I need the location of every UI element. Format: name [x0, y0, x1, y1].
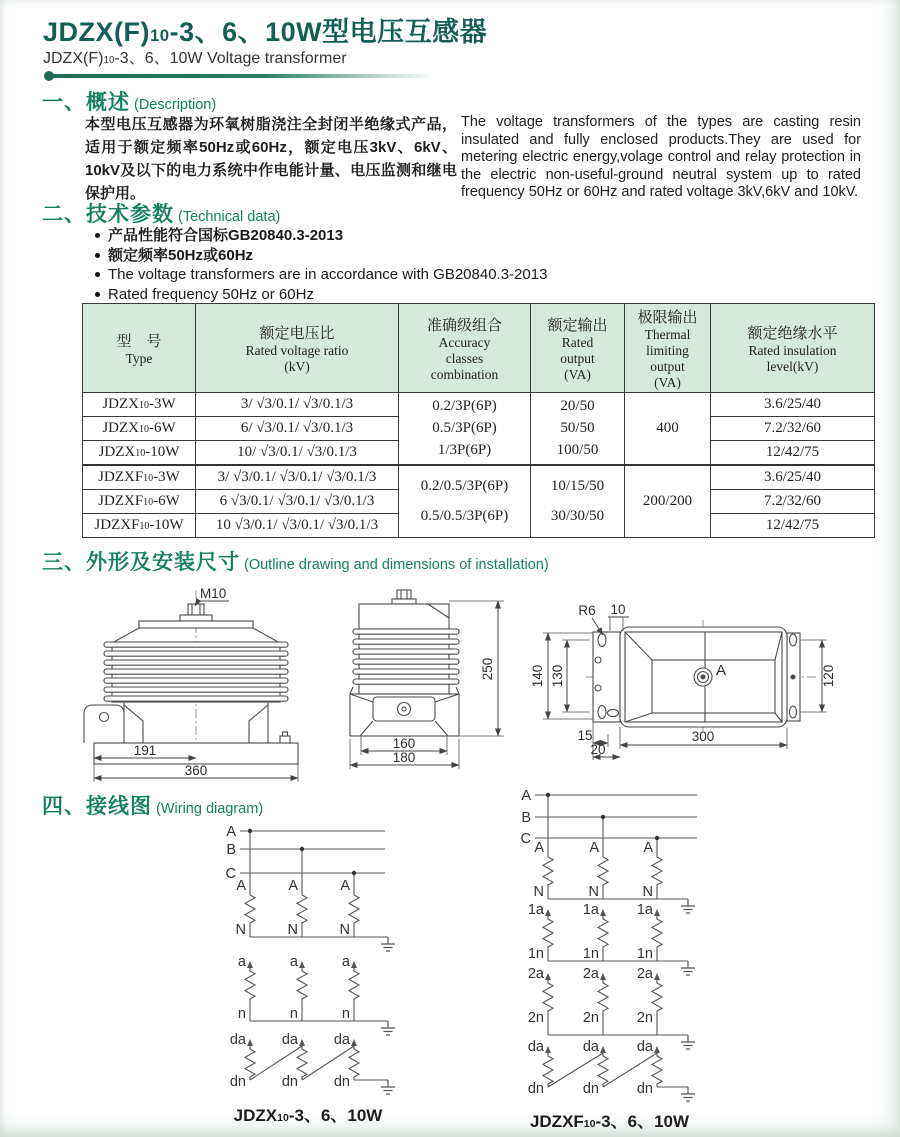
view-label-a: A	[716, 662, 727, 679]
page-title: JDZX(F)10-3、6、10W型电压互感器	[43, 17, 488, 47]
dim-label-130: 130	[550, 664, 565, 688]
winding-label: a	[289, 954, 298, 970]
bullet-item: 产品性能符合国标GB20840.3-2013	[95, 226, 695, 246]
type-cell: JDZXF10-10W	[83, 514, 196, 538]
winding-label: N	[533, 884, 544, 900]
winding-label: dn	[281, 1074, 298, 1090]
dim-label-140: 140	[530, 664, 545, 688]
winding-label: n	[237, 1006, 246, 1022]
winding-label: n	[341, 1006, 350, 1022]
bus-label: B	[226, 842, 236, 858]
dim-label-300: 300	[691, 729, 715, 744]
winding-label: 1n	[527, 946, 544, 962]
section-technical-heading: 二、技术参数 (Technical data)	[42, 203, 281, 226]
ratio-cell: 3/ √3/0.1/ √3/0.1/3	[196, 393, 399, 417]
insulation-cell: 3.6/25/40	[711, 465, 875, 490]
dim-label-10: 10	[610, 602, 626, 617]
type-cell: JDZXF10-6W	[83, 490, 196, 514]
dim-label-360: 360	[184, 763, 208, 778]
table-row	[83, 465, 875, 490]
winding-label: N	[588, 884, 599, 900]
spec-table	[82, 303, 875, 538]
winding-label: 1n	[636, 946, 653, 962]
winding-label: N	[642, 884, 653, 900]
technical-bullets	[95, 226, 695, 304]
rated-output-cell-group2: 10/15/50 30/30/50	[531, 465, 625, 538]
col-header-insulation: 额定绝缘水平 Rated insulation level(kV)	[711, 304, 875, 393]
thermal-cell-group1: 400	[625, 393, 711, 466]
dim-label-250: 250	[480, 657, 495, 681]
winding-label: da	[333, 1032, 350, 1048]
winding-label: a	[237, 954, 246, 970]
winding-label: A	[340, 878, 350, 894]
table-header-row	[83, 304, 875, 393]
wiring-diagram-jdzx	[222, 818, 482, 1102]
dim-label-20: 20	[590, 742, 606, 757]
type-cell: JDZX10-6W	[83, 417, 196, 441]
winding-label: da	[582, 1039, 599, 1055]
wiring-caption-jdzx: JDZX10-3、6、10W	[233, 1106, 383, 1125]
bus-label: A	[226, 824, 236, 840]
bus-label: C	[520, 831, 531, 847]
winding-label: N	[339, 922, 350, 938]
winding-label: dn	[333, 1074, 350, 1090]
bullet-item: Rated frequency 50Hz or 60Hz	[95, 285, 695, 305]
insulation-cell: 7.2/32/60	[711, 417, 875, 441]
accuracy-cell-group2: 0.2/0.5/3P(6P) 0.5/0.5/3P(6P)	[399, 465, 531, 538]
winding-label: A	[534, 840, 544, 856]
winding-label: 2a	[636, 966, 653, 982]
winding-label: 2n	[636, 1010, 653, 1026]
col-header-thermal: 极限输出 Thermal limiting output (VA)	[625, 304, 711, 393]
table-row	[83, 393, 875, 417]
winding-label: da	[281, 1032, 298, 1048]
dim-label-191: 191	[133, 743, 157, 758]
dim-label-15: 15	[577, 728, 593, 743]
bullet-item: 额定频率50Hz或60Hz	[95, 246, 695, 266]
winding-label: da	[636, 1039, 653, 1055]
winding-label: 2n	[527, 1010, 544, 1026]
section-wiring-heading: 四、接线图 (Wiring diagram)	[42, 795, 264, 818]
bus-label: C	[225, 866, 236, 882]
dim-label-180: 180	[392, 750, 416, 765]
section-outline-heading: 三、外形及安装尺寸 (Outline drawing and dimensions of installation)	[42, 551, 549, 574]
winding-label: A	[589, 840, 599, 856]
section-overview-heading: 一、概述 (Description)	[42, 91, 217, 114]
bullet-item: The voltage transformers are in accordance with GB20840.3-2013	[95, 265, 695, 285]
winding-label: a	[341, 954, 350, 970]
winding-label: 1a	[636, 902, 653, 918]
accuracy-cell-group1: 0.2/3P(6P) 0.5/3P(6P) 1/3P(6P)	[399, 393, 531, 466]
winding-label: A	[643, 840, 653, 856]
page-subtitle: JDZX(F)10-3、6、10W Voltage transformer	[43, 50, 347, 67]
winding-label: dn	[636, 1081, 653, 1097]
wiring-caption-jdzxf: JDZXF10-3、6、10W	[529, 1112, 690, 1131]
col-header-type: 型 号 Type	[83, 304, 196, 393]
winding-label: n	[289, 1006, 298, 1022]
winding-label: dn	[582, 1081, 599, 1097]
type-cell: JDZXF10-3W	[83, 465, 196, 490]
winding-label: 2a	[527, 966, 544, 982]
col-header-accuracy: 准确级组合 Accuracy classes combination	[399, 304, 531, 393]
winding-label: da	[527, 1039, 544, 1055]
winding-label: A	[288, 878, 298, 894]
dim-label-m10: M10	[200, 586, 227, 601]
dim-label-r6: R6	[578, 603, 596, 618]
insulation-cell: 12/42/75	[711, 514, 875, 538]
bullet-dot	[95, 272, 100, 277]
col-header-rated-output: 额定输出 Rated output (VA)	[531, 304, 625, 393]
overview-text-zh: 本型电压互感器为环氧树脂浇注全封闭半绝缘式产品，适用于额定频率50Hz或60Hz，额定电压3kV、6kV、10kV及以下的电力系统中作电能计量、电压监测和继电保护用。	[85, 116, 457, 202]
winding-label: dn	[229, 1074, 246, 1090]
top-view-drawing	[530, 588, 840, 773]
divider-line	[52, 74, 436, 78]
dim-label-120: 120	[821, 664, 836, 688]
front-view-drawing	[66, 584, 316, 788]
winding-label: da	[229, 1032, 246, 1048]
bus-label: B	[521, 810, 531, 826]
overview-text-en: The voltage transformers of the types are casting resin insulated and fully enclosed products.They are used for metering electric energy,volage control and relay protection in the electric non-useful-ground neutral system up to rated frequency 50Hz or 60Hz and rated voltage 3kV,6kV and 10kV.	[461, 114, 861, 201]
winding-label: N	[287, 922, 298, 938]
winding-label: 2n	[582, 1010, 599, 1026]
type-cell: JDZX10-3W	[83, 393, 196, 417]
insulation-cell: 3.6/25/40	[711, 393, 875, 417]
type-cell: JDZX10-10W	[83, 441, 196, 466]
dim-label-160: 160	[392, 736, 416, 751]
winding-label: 1a	[582, 902, 599, 918]
ratio-cell: 6 √3/0.1/ √3/0.1/ √3/0.1/3	[196, 490, 399, 514]
thermal-cell-group2: 200/200	[625, 465, 711, 538]
ratio-cell: 3/ √3/0.1/ √3/0.1/ √3/0.1/3	[196, 465, 399, 490]
winding-label: 1a	[527, 902, 544, 918]
bullet-dot	[95, 292, 100, 297]
bus-label: A	[521, 788, 531, 804]
ratio-cell: 10 √3/0.1/ √3/0.1/ √3/0.1/3	[196, 514, 399, 538]
rated-output-cell-group1: 20/50 50/50 100/50	[531, 393, 625, 466]
ratio-cell: 10/ √3/0.1/ √3/0.1/3	[196, 441, 399, 466]
insulation-cell: 12/42/75	[711, 441, 875, 466]
bullet-dot	[95, 253, 100, 258]
insulation-cell: 7.2/32/60	[711, 490, 875, 514]
bullet-dot	[95, 233, 100, 238]
winding-label: N	[235, 922, 246, 938]
side-view-drawing	[336, 584, 521, 788]
winding-label: A	[236, 878, 246, 894]
winding-label: dn	[527, 1081, 544, 1097]
winding-label: 2a	[582, 966, 599, 982]
winding-label: 1n	[582, 946, 599, 962]
wiring-diagram-jdzxf	[495, 782, 795, 1114]
ratio-cell: 6/ √3/0.1/ √3/0.1/3	[196, 417, 399, 441]
col-header-ratio: 额定电压比 Rated voltage ratio (kV)	[196, 304, 399, 393]
